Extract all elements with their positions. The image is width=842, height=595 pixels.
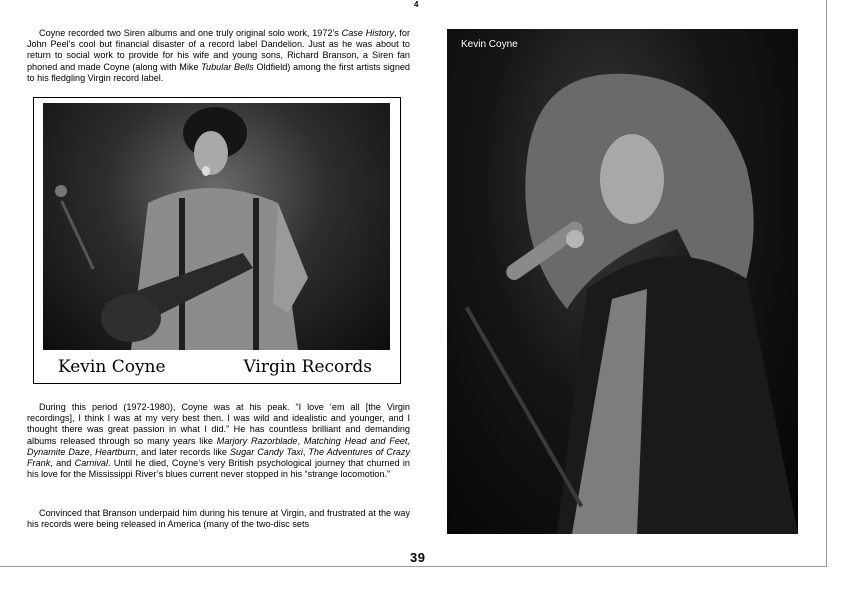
paragraph-3: Convinced that Branson underpaid him during his tenure at Virgin, and frustrated at the way his records were being released in America (many of the two-disc sets	[27, 508, 410, 530]
photo-caption-label: Virgin Records	[243, 357, 372, 377]
promo-photo	[33, 97, 401, 384]
page-number: 39	[410, 550, 426, 565]
paragraph-2: During this period (1972-1980), Coyne was at his peak. “I love ‘em all [the Virgin recordings], I think I was at my very best then. I was wild and idealistic and younger, and I thought there was great passion in what I did.” He has countless brilliant and demanding albums released through so many years like Marjory Razorblade, Matching Head and Feet, Dynamite Daze, Heartburn, and later records like Sugar Candy Taxi, The Adventures of Crazy Frank, and Carnival. Until he died, Coyne’s very British psychological journey that churned in his love for the Mississippi River’s blues current never stopped in his “strange locomotion.”	[27, 402, 411, 480]
performance-photo-caption: Kevin Coyne	[461, 39, 518, 50]
paragraph-1: Coyne recorded two Siren albums and one truly original solo work, 1972’s Case History, for John Peel’s cool but financial disaster of a record label Dandelion. Just as he was about to return to social work to provide for his wife and young sons, Richard Branson, a Siren fan phoned and made Coyne (along with Mike Tubular Bells Oldfield) among the first artists signed to his fledgling Virgin record label.	[27, 28, 410, 83]
performance-photo	[447, 29, 798, 534]
page-marker: 4	[414, 0, 419, 9]
photo-caption-name: Kevin Coyne	[58, 357, 166, 377]
promo-photo-image	[43, 103, 390, 350]
